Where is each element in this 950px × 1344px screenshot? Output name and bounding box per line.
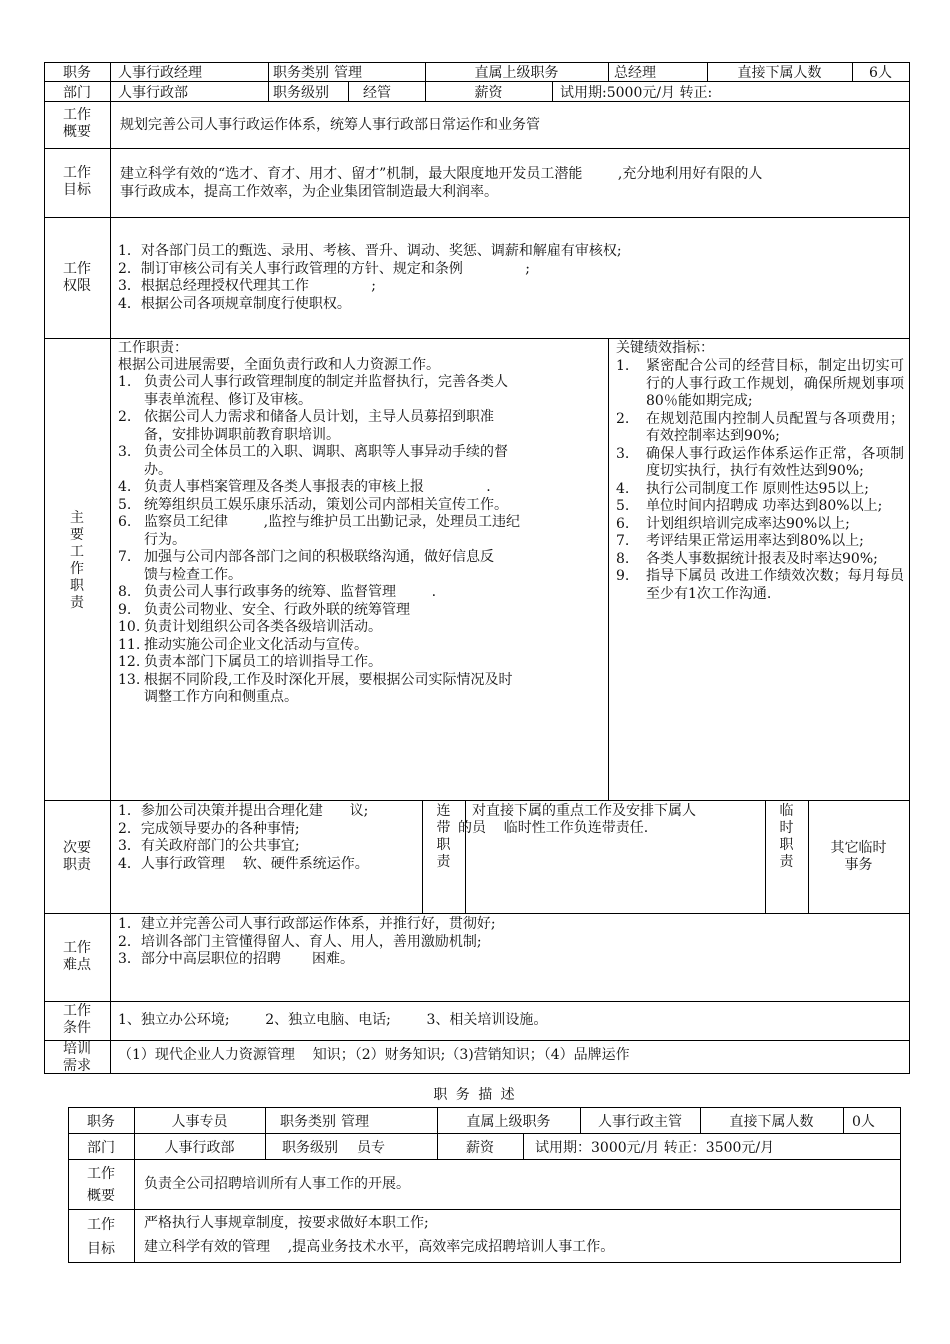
item-text-continued: 调整工作方向和侧重点。 (144, 689, 298, 705)
category-label: 职务类别 (273, 65, 329, 81)
kpi-list (616, 358, 904, 603)
salary-label: 薪资 (474, 84, 503, 101)
item-text: 统筹组织员工娱乐康乐活动，策划公司内部相关宣传工作。 (144, 496, 508, 513)
item-text: 负责公司全体员工的入职、调职、离职等人事异动手续的督 (144, 444, 508, 460)
category-label: 职务类别 (280, 1113, 336, 1130)
item-number: 2. (118, 409, 132, 425)
item-text: 监察员工纪律 ,监控与维护员工出勤记录，处理员工违纪 (144, 514, 521, 530)
list-item: 2．完成领导要办的各种事情; (118, 820, 300, 837)
kpi-heading: 关键绩效指标： (616, 340, 714, 356)
item-number: 4. (616, 480, 630, 497)
item-number: 6. (616, 515, 630, 532)
item-number: 3. (118, 444, 132, 460)
superior-value: 人事行政主管 (598, 1113, 682, 1130)
list-item: 4．人事行政管理 软、硬件系统运作。 (118, 855, 369, 872)
item-text-continued: 备，安排协调职前教育职培训。 (144, 426, 340, 443)
difficulty-label: 工作 难点 (63, 940, 91, 973)
dept-label: 部门 (63, 84, 91, 101)
item-text: 执行公司制度工作 原则性达95以上; (646, 480, 869, 497)
item-text: 负责公司人事行政管理制度的制定并监督执行，完善各类人 (144, 374, 508, 390)
temp-value: 其它临时 事务 (830, 840, 887, 873)
item-number: 6. (118, 514, 132, 530)
list-item: 1．对各部门员工的甄选、录用、考核、晋升、调动、奖惩、调薪和解雇有审核权; (118, 243, 622, 259)
list-item (118, 637, 606, 655)
list-item: 4．根据公司各项规章制度行使职权。 (118, 295, 351, 312)
list-item (118, 444, 606, 479)
position-value: 人事专员 (171, 1113, 228, 1130)
item-number: 8. (616, 550, 630, 567)
list-item (118, 514, 606, 549)
section-title: 职 务 描 述 (433, 1087, 517, 1103)
item-text: 考评结果正常运用率达到80%以上; (646, 533, 864, 549)
item-number: 4. (118, 479, 132, 495)
superior-value: 总经理 (614, 65, 656, 81)
list-item: 1．建立并完善公司人事行政部运作体系，并推行好，贯彻好; (118, 916, 496, 932)
list-item: 2．培训各部门主管懂得留人、育人、用人，善用激励机制; (118, 933, 482, 950)
list-item (616, 481, 904, 499)
category-value: 管理 (341, 1113, 369, 1130)
dept-label: 部门 (87, 1139, 115, 1156)
item-text-continued: 办。 (144, 461, 172, 478)
goal-line-1: 建立科学有效的“选才、育才、用才、留才”机制，最大限度地开发员工潜能 ,充分地利用好有限的人 (120, 166, 763, 182)
secondary-list (118, 803, 369, 873)
item-number: 1. (616, 358, 630, 374)
item-number: 11. (118, 636, 141, 653)
conditions-text: 1、独立办公环境; 2、独立电脑、电话; 3、相关培训设施。 (118, 1012, 548, 1028)
item-text: 加强与公司内部各部门之间的积极联络沟通，做好信息反 (144, 549, 494, 565)
item-text: 紧密配合公司的经营目标，制定出切实可行的人事行政工作规划，确保所规划事项80％能如期完成; (646, 358, 904, 409)
list-item (616, 411, 904, 446)
item-number: 7. (616, 533, 630, 549)
list-item (118, 672, 606, 707)
secondary-label: 次要 职责 (63, 840, 91, 873)
item-number: 1. (118, 374, 132, 390)
authority-list (118, 243, 622, 313)
item-text-continued: 馈与检查工作。 (144, 566, 242, 583)
list-item (616, 516, 904, 534)
salary-value: 试用期:5000元/月 转正: (560, 84, 713, 101)
salary-value: 试用期：3000元/月 转正：3500元/月 (535, 1139, 775, 1156)
level-value: 员专 (357, 1139, 385, 1156)
duties-list (118, 374, 606, 707)
item-text: 负责本部门下属员工的培训指导工作。 (144, 654, 382, 670)
category-value: 管理 (334, 65, 362, 81)
list-item: 3．根据总经理授权代理其工作 ; (118, 278, 376, 294)
superior-label: 直属上级职务 (466, 1113, 551, 1130)
overview-label: 工作 概要 (87, 1166, 115, 1204)
list-item (616, 568, 904, 603)
item-text: 负责公司物业、安全、行政外联的统筹管理 (144, 601, 410, 618)
item-number: 7. (118, 549, 132, 565)
list-item (118, 549, 606, 584)
item-text-continued: 事表单流程、修订及审核。 (144, 391, 312, 408)
item-number: 3. (616, 445, 630, 462)
position-label: 职务 (63, 65, 91, 81)
training-text: （1）现代企业人力资源管理 知识；（2）财务知识;（3)营销知识；（4）品牌运作 (118, 1047, 630, 1063)
item-number: 10. (118, 619, 141, 635)
level-label: 职务级别 (282, 1139, 338, 1156)
dept-value: 人事行政部 (164, 1139, 235, 1156)
item-number: 9. (616, 568, 630, 584)
difficulty-list (118, 916, 496, 969)
subordinates-label: 直接下属人数 (729, 1113, 814, 1130)
duties-label: 主 要 工 作 职 责 (70, 510, 84, 611)
item-number: 5. (118, 496, 132, 513)
goal-label: 工作 目标 (87, 1217, 115, 1257)
item-text: 在规划范围内控制人员配置与各项费用；有效控制率达到90%; (646, 410, 904, 444)
list-item: 3．部分中高层职位的招聘 困难。 (118, 951, 355, 967)
item-text: 单位时间内招聘成 功率达到80%以上; (646, 498, 883, 514)
list-item (118, 584, 606, 602)
list-item (118, 497, 606, 515)
salary-label: 薪资 (466, 1139, 494, 1156)
duties-heading: 工作职责： (118, 340, 188, 356)
temp-label: 临 时 职 责 (779, 803, 794, 870)
subordinates-label: 直接下属人数 (737, 65, 822, 81)
dept-value: 人事行政部 (118, 84, 188, 101)
item-number: 9. (118, 601, 132, 618)
item-text: 根据不同阶段,工作及时深化开展，要根据公司实际情况及时 (144, 671, 513, 688)
duties-intro: 根据公司进展需要，全面负责行政和人力资源工作。 (118, 357, 440, 373)
list-item (616, 498, 904, 516)
list-item (118, 654, 606, 672)
item-text: 计划组织培训完成率达90%以上; (646, 515, 850, 532)
item-number: 8. (118, 584, 132, 600)
item-text: 推动实施公司企业文化活动与宣传。 (144, 636, 368, 653)
conditions-label: 工作 条件 (63, 1003, 91, 1036)
item-text: 依据公司人力需求和储备人员计划，主导人员募招到职准 (144, 409, 494, 425)
training-label: 培训 需求 (63, 1041, 91, 1074)
joint-line-2: 的员 临时性工作负连带责任. (458, 820, 649, 836)
item-number: 13. (118, 671, 141, 688)
item-number: 5. (616, 498, 630, 514)
item-text: 负责公司人事行政事务的统筹、监督管理 . (144, 584, 437, 600)
item-text: 确保人事行政运作体系运作正常，各项制度切实执行，执行有效性达到90%; (646, 445, 904, 479)
item-text: 指导下属员 改进工作绩效次数；每月每员至少有1次工作沟通. (646, 568, 904, 602)
list-item: 2．制订审核公司有关人事行政管理的方针、规定和条例 ; (118, 260, 530, 277)
list-item (616, 551, 904, 569)
item-text-continued: 行为。 (144, 531, 186, 548)
item-text: 各类人事数据统计报表及时率达90%; (646, 550, 878, 567)
list-item: 1．参加公司决策并提出合理化建 议; (118, 803, 369, 819)
joint-line-1: 对直接下属的重点工作及安排下属人 (472, 803, 696, 819)
joint-label: 连 带 职 责 (436, 803, 451, 870)
subordinates-value: 6人 (869, 65, 892, 81)
level-label: 职务级别 (273, 84, 329, 101)
list-item: 3．有关政府部门的公共事宜; (118, 838, 300, 854)
item-text: 负责人事档案管理及各类人事报表的审核上报 . (144, 479, 491, 495)
level-value: 经管 (363, 84, 391, 101)
item-number: 2. (616, 410, 630, 427)
goal-line-2: 建立科学有效的管理 ,提高业务技术水平，高效率完成招聘培训人事工作。 (144, 1239, 615, 1255)
subordinates-value: 0人 (852, 1113, 875, 1130)
overview-label: 工作 概要 (63, 107, 91, 140)
goal-label: 工作 目标 (63, 165, 91, 198)
item-number: 12. (118, 654, 141, 670)
authority-label: 工作 权限 (63, 261, 91, 294)
superior-label: 直属上级职务 (474, 65, 559, 81)
position-label: 职务 (87, 1113, 115, 1130)
list-item (616, 533, 904, 551)
list-item (118, 479, 606, 497)
overview-text: 负责全公司招聘培训所有人事工作的开展。 (144, 1176, 410, 1192)
list-item (118, 374, 606, 409)
list-item (118, 619, 606, 637)
item-text: 负责计划组织公司各类各级培训活动。 (144, 619, 382, 635)
list-item (118, 602, 606, 620)
list-item (616, 446, 904, 481)
list-item (118, 409, 606, 444)
goal-line-2: 事行政成本，提高工作效率，为企业集团管制造最大利润率。 (120, 184, 498, 200)
goal-line-1: 严格执行人事规章制度，按要求做好本职工作; (144, 1215, 429, 1231)
overview-text: 规划完善公司人事行政运作体系，统筹人事行政部日常运作和业务管 (120, 117, 540, 133)
position-value: 人事行政经理 (118, 65, 202, 81)
list-item (616, 358, 904, 411)
